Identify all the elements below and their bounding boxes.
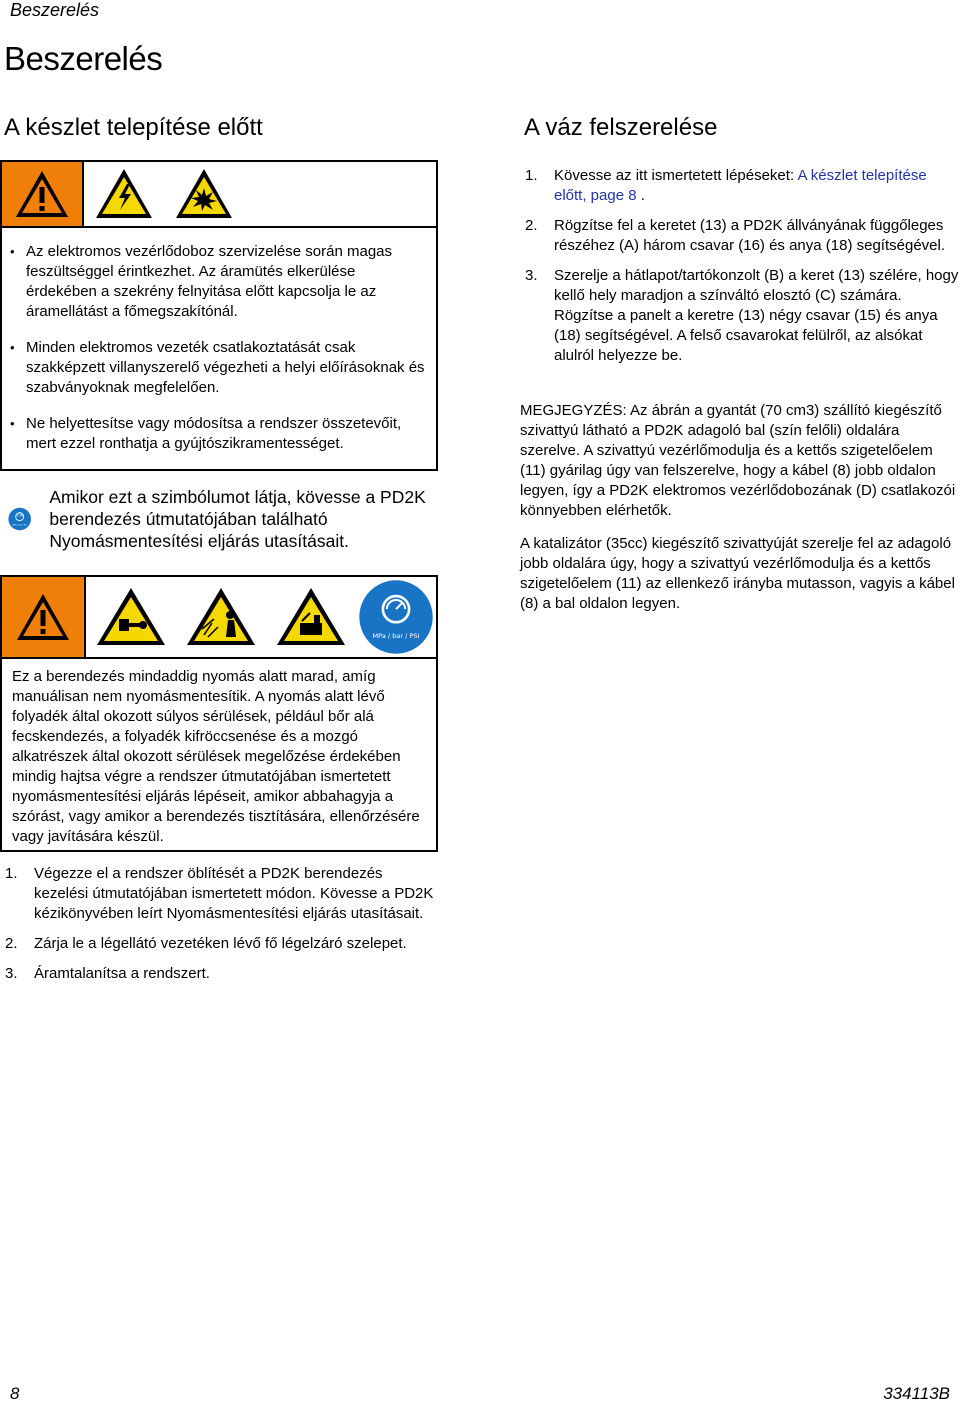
list-item [520, 216, 960, 256]
list-item [0, 934, 440, 954]
note-label: MEGJEGYZÉS: [520, 402, 627, 419]
warning-text-part: lépéseit, amikor abbahagyja a szórást, vagy amikor a berendezés tisztítására, ellenőrzésére vagy javítására készül. [12, 788, 420, 845]
step-text: Rögzítse fel a keretet (13) a PD2K állványának függőleges részéhez (A) három csavar (16) és anya (18) segítségével. [554, 217, 946, 254]
splash-hazard-icon [184, 585, 258, 649]
splash-hazard-cell [176, 577, 266, 657]
pressure-relief-note [8, 486, 438, 552]
pressure-warning-text [2, 659, 436, 855]
electric-shock-icon [93, 166, 155, 222]
list-item [0, 964, 440, 984]
frame-mount-steps [520, 166, 960, 376]
note-text: Az ábrán a gyantát (70 cm3) szállító kiegészítő szivattyú látható a PD2K adagoló bal (szín felőli) oldalára szerelve. A szivattyú vezérlőmodulja és a kettős szigetelőelem (11) gyárilag úgy van felszerelve, hogy a kábel (8) jobb oldalon legyen, így a PD2K elektromos vezérlődobozának (D) csatlakozói könnyebben elérhetők. [520, 402, 956, 519]
step-number: 1. [5, 865, 18, 882]
skin-injection-icon [94, 585, 168, 649]
step-number: 3. [5, 965, 18, 982]
section-title-before-install: A készlet telepítése előtt [4, 114, 263, 141]
electric-shock-cell [84, 162, 164, 226]
step-text: Zárja le a légellátó vezetéken lévő fő légelzáró szelepet. [34, 935, 407, 952]
warning-text-part: Ez a berendezés mindaddig nyomás alatt marad, amíg manuálisan nem nyomásmentesítik. A nyomás alatt lévő folyadék által okozott súlyos sérülések, például bőr alá fecskendezés, a folyadék kifröccsenése és a mozgó alkatrészek által okozott sérülések megelőzése érdekében mindig hajtsa végre a rendszer útmutatójában ismertetett [12, 668, 401, 785]
pressure-relief-text: Amikor ezt a szimbólumot látja, kövesse a PD2K berendezés útmutatójában található Nyomásmentesítési eljárás utasításait. [49, 487, 426, 551]
page-title: Beszerelés [4, 40, 163, 77]
list-item [520, 166, 960, 206]
explosion-hazard-icon [173, 166, 235, 222]
moving-parts-icon [274, 585, 348, 649]
warning-bullet: • Az elektromos vezérlődoboz szervizelése során magas feszültséggel érintkezhet. Az áramütés elkerülése érdekében a szekrény felnyitása előtt kapcsolja le az áramellátást a főmegszakítónál. [26, 242, 426, 322]
warning-bullet: • Ne helyettesítse vagy módosítsa a rendszer összetevőit, mert ezzel ronthatja a gyújtószikramentességet. [26, 414, 426, 454]
step-number: 1. [525, 167, 538, 184]
section-title-frame-mount: A váz felszerelése [524, 114, 718, 141]
step-text: Kövesse az itt ismertetett lépéseket: [554, 167, 798, 184]
warning-orange-cell [2, 577, 86, 657]
pressure-relief-icon [358, 579, 434, 655]
page-number: 8 [10, 1384, 20, 1403]
step-text: Szerelje a hátlapot/tartókonzolt (B) a keret (13) szélére, hogy kellő hely maradjon a színváltó elosztó (C) számára. Rögzítse a panelt a keretre (13) négy csavar (15) és anya (18) segítségével. A felső csavarokat felülről, az alsókat alulról helyezze be. [554, 267, 959, 364]
step-text: Áramtalanítsa a rendszert. [34, 965, 210, 982]
pressure-warning-box [0, 575, 438, 852]
electrical-warning-box [0, 160, 438, 471]
step-number: 2. [5, 935, 18, 952]
warning-header [2, 162, 436, 228]
list-item [0, 864, 440, 924]
pressure-relief-cell [356, 577, 436, 657]
step-text: Végezze el a rendszer öblítését a PD2K berendezés kezelési útmutatójában ismertetett módon. Kövesse a PD2K kézikönyvében leírt Nyomásmentesítési eljárás utasításait. [34, 865, 434, 922]
note-paragraph [520, 401, 960, 521]
step-number: 2. [525, 217, 538, 234]
step-text-end: . [636, 187, 645, 204]
moving-parts-cell [266, 577, 356, 657]
warning-orange-cell [2, 162, 84, 226]
before-install-steps [0, 864, 440, 994]
general-warning-icon [13, 168, 71, 220]
general-warning-icon [14, 591, 72, 643]
warning-body [2, 228, 436, 462]
catalyst-paragraph: A katalizátor (35cc) kiegészítő szivattyúját szerelje fel az adagoló jobb oldalára úgy, hogy a szivattyú vezérlőmodulja és a kettős szigetelőelem (11) az ellenkező irányba mutasson, vagyis a kábel (8) a bal oldalon legyen. [520, 535, 955, 612]
warning-header [2, 577, 436, 659]
pressure-relief-icon [8, 490, 31, 548]
explosion-hazard-cell [164, 162, 244, 226]
cross-reference-link[interactable]: A készlet telepítése előtt, page 8 [554, 167, 927, 204]
skin-injection-cell [86, 577, 176, 657]
list-item [520, 266, 960, 366]
running-header: Beszerelés [10, 0, 100, 20]
svg-text:MPa / bar / PSI: MPa / bar / PSI [12, 524, 27, 527]
step-number: 3. [525, 267, 538, 284]
document-number: 334113B [883, 1384, 950, 1403]
warning-bullet: • Minden elektromos vezeték csatlakoztatását csak szakképzett villanyszerelő végezheti a helyi előírásoknak és szabványoknak megfelelően. [26, 338, 426, 398]
svg-text:MPa / bar / PSI: MPa / bar / PSI [372, 631, 420, 640]
pressure-relief-link[interactable]: nyomásmentesítési eljárás [12, 788, 190, 805]
